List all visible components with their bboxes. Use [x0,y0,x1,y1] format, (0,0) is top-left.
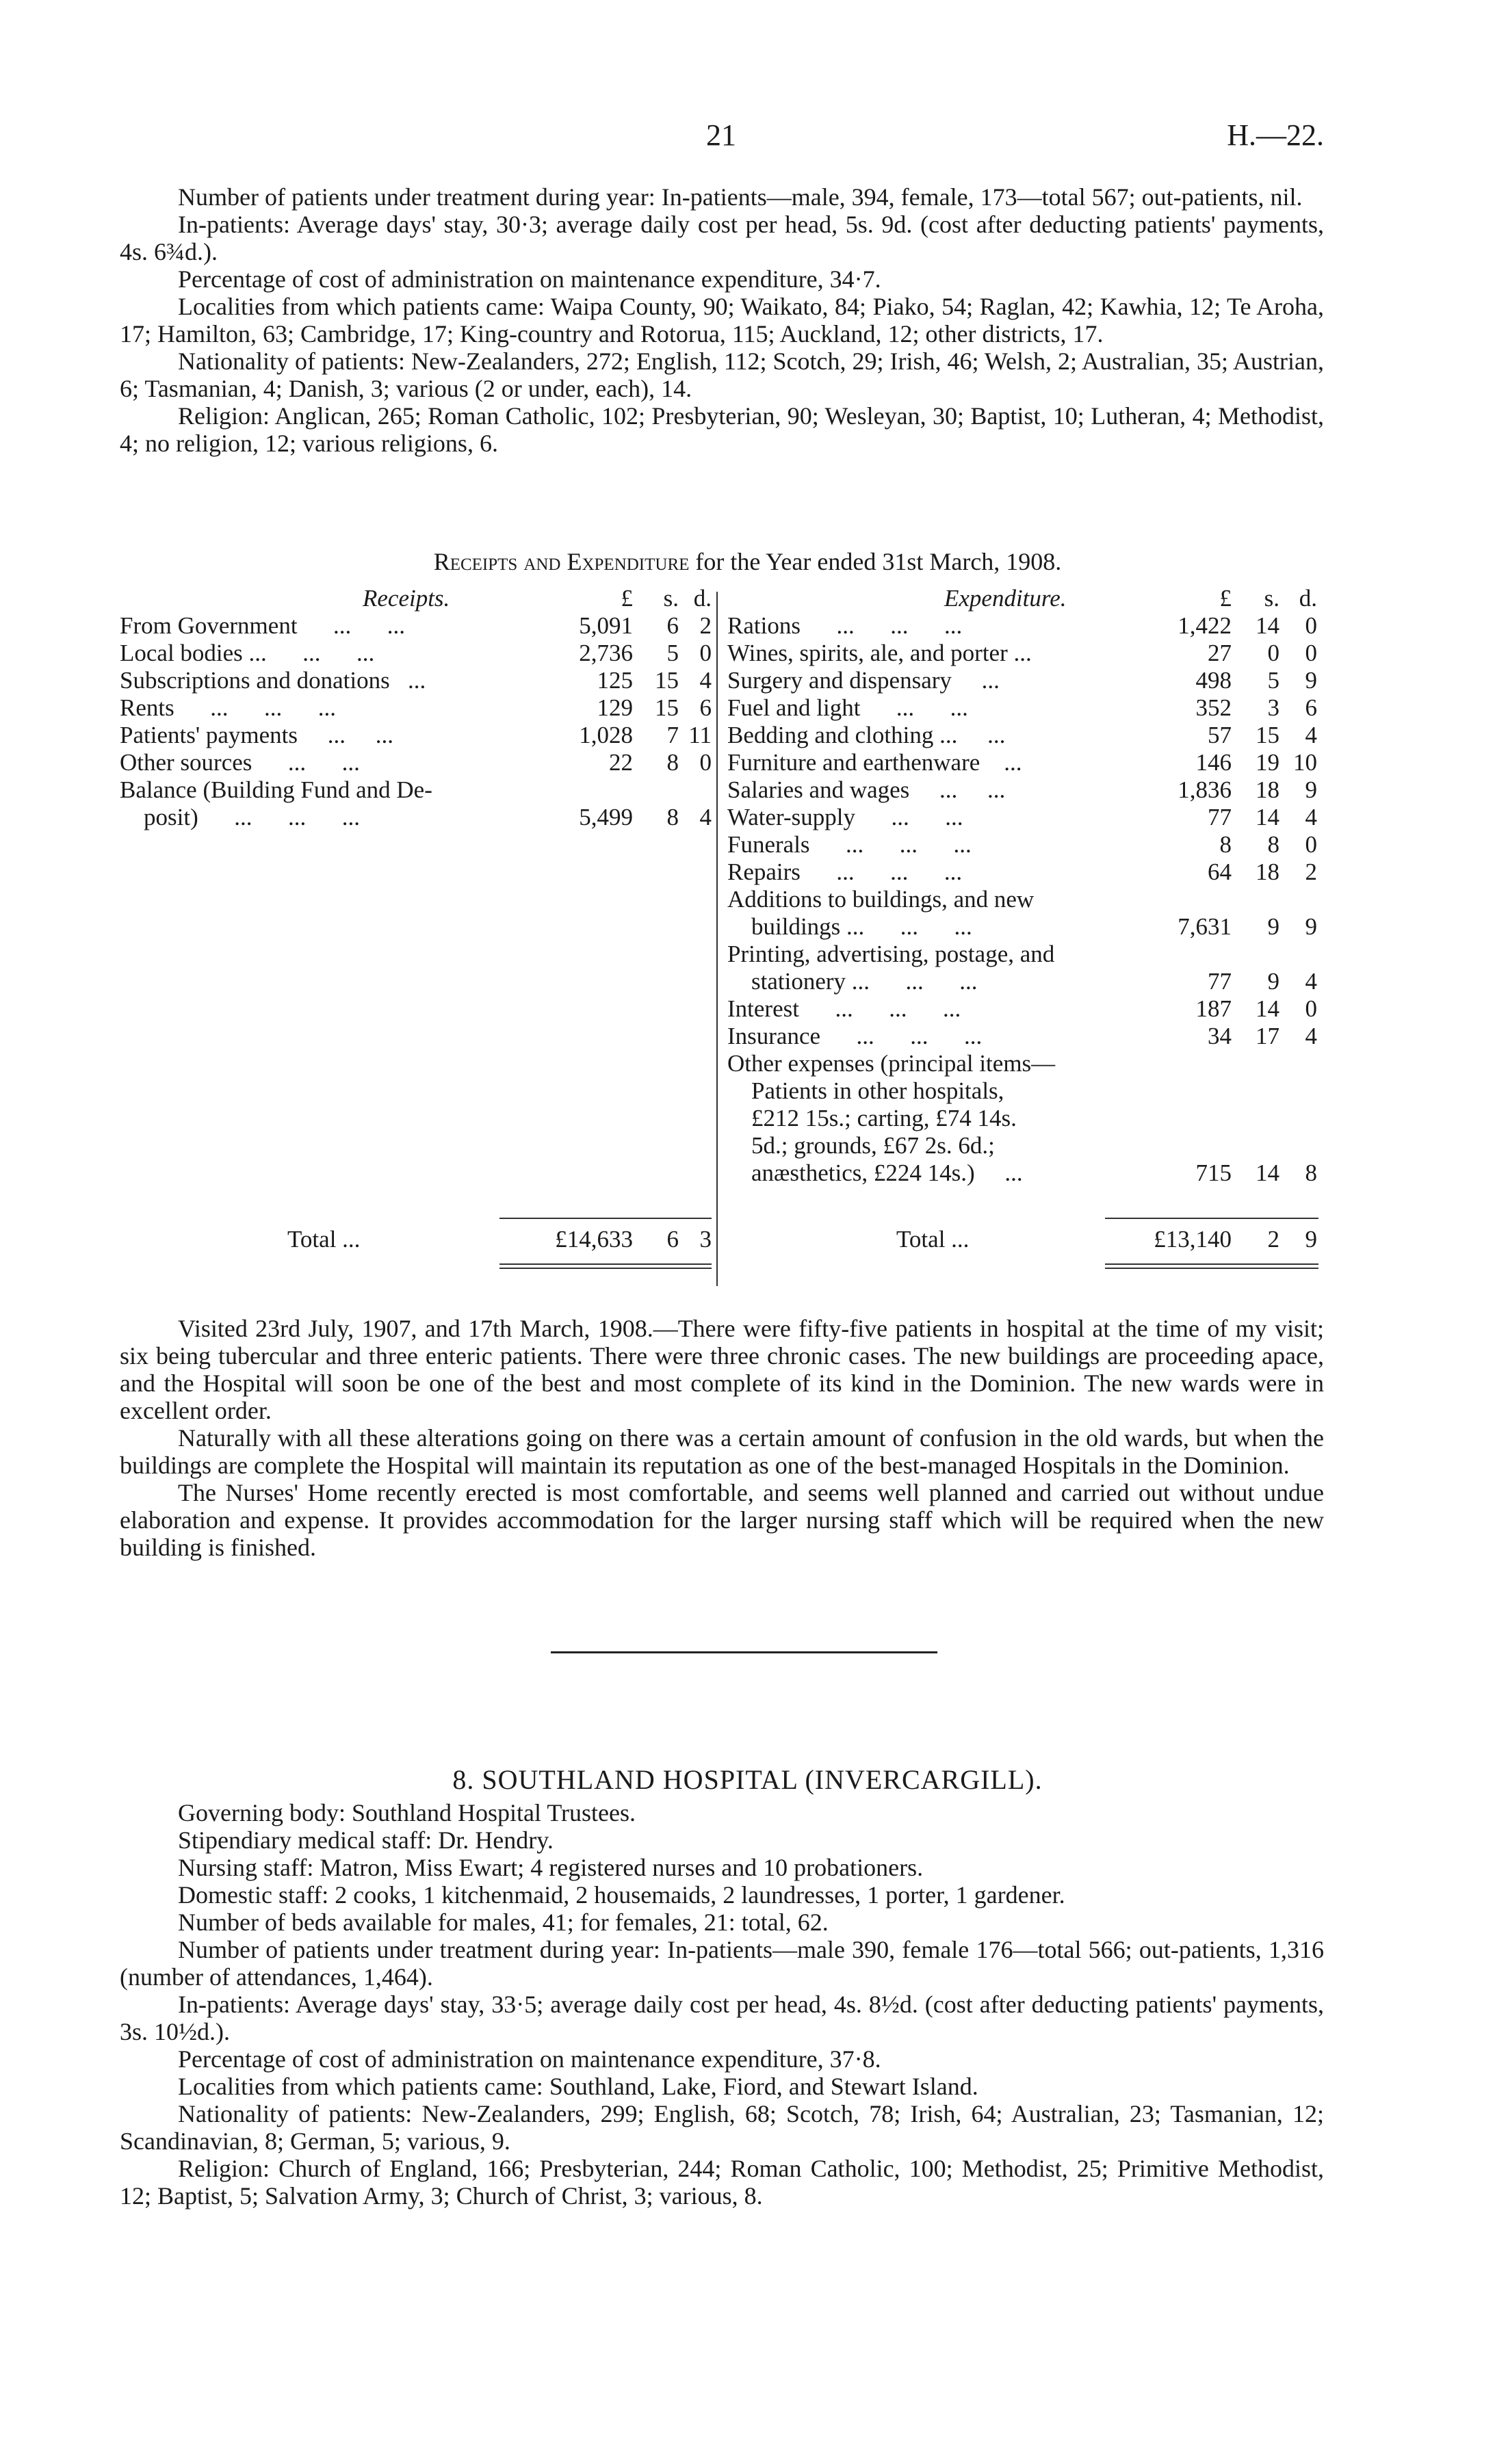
expenditure-shillings: 14 [1256,804,1279,830]
expenditure-label: Fuel and light ... ... [727,694,968,721]
receipts-total-shillings: 6 [666,1226,679,1253]
expenditure-row [120,776,1324,804]
receipts-shillings: 15 [655,694,679,721]
paragraph: Nationality of patients: New-Zealanders, 299; English, 68; Scotch, 78; Irish, 64; Australian, 23; Tasmanian, 12; Scandinavian, 8; German, 5; various, 9. [120,2100,1324,2155]
expenditure-label: Furniture and earthenware ... [727,749,1022,776]
expenditure-pence-header: d. [1299,585,1317,612]
receipts-shillings: 15 [655,667,679,694]
receipts-label: Patients' payments ... ... [120,722,394,748]
receipts-shillings: 8 [666,749,679,776]
paragraph: Visited 23rd July, 1907, and 17th March, 1908.—There were fifty-five patients in hospital at the time of my visit; six being tubercular and three enteric patients. There were three chronic cases. The new buildings are proceeding apace, and the Hospital will soon be one of the best and most complete of its kind in the Dominion. The new wards were in excellent order. [120,1315,1324,1424]
expenditure-label: Wines, spirits, ale, and porter ... [727,640,1032,666]
table-caption [0,547,1495,576]
paragraph: Domestic staff: 2 cooks, 1 kitchenmaid, 2 housemaids, 2 laundresses, 1 porter, 1 gardener. [178,1881,1065,1909]
expenditure-total-rule [1105,1218,1318,1219]
expenditure-label: Printing, advertising, postage, and [727,941,1055,967]
expenditure-shillings: 9 [1267,968,1279,995]
expenditure-pence: 4 [1305,804,1317,830]
paragraph: Number of beds available for males, 41; for females, 21: total, 62. [178,1909,829,1936]
expenditure-shillings: 18 [1256,776,1279,803]
expenditure-pence: 0 [1305,612,1317,639]
expenditure-row [120,667,1324,694]
expenditure-pounds: 8 [1219,831,1232,858]
receipts-pence: 0 [699,640,712,666]
expenditure-row [120,749,1324,776]
paragraph: Governing body: Southland Hospital Trustees. [178,1799,636,1826]
section-divider [551,1651,937,1653]
paragraph: Stipendiary medical staff: Dr. Hendry. [178,1826,554,1854]
expenditure-pounds: 77 [1208,968,1232,995]
expenditure-pence: 4 [1305,722,1317,748]
section2-title: 8. SOUTHLAND HOSPITAL (INVERCARGILL). [452,1764,1043,1795]
section1-stats [120,183,1324,457]
expenditure-shillings: 18 [1256,859,1279,885]
expenditure-pounds: 715 [1195,1159,1232,1186]
expenditure-shillings: 19 [1256,749,1279,776]
paragraph: Nursing staff: Matron, Miss Ewart; 4 registered nurses and 10 probationers. [178,1854,924,1881]
expenditure-pence: 10 [1293,749,1317,776]
receipts-pounds: 5,499 [579,804,633,830]
expenditure-pence: 9 [1305,776,1317,803]
receipts-shilling-header: s. [663,585,679,612]
paragraph: Naturally with all these alterations going on there was a certain amount of confusion in the old wards, but when the buildings are complete the Hospital will maintain its reputation as one of the best-managed Hospitals in the Dominion. [120,1424,1324,1479]
expenditure-row [120,831,1324,859]
expenditure-label: £212 15s.; carting, £74 14s. [727,1105,1017,1131]
expenditure-pounds: 146 [1195,749,1232,776]
expenditure-row [120,804,1324,831]
expenditure-pounds: 1,836 [1178,776,1232,803]
expenditure-pounds: 7,631 [1178,913,1232,940]
expenditure-pounds: 34 [1208,1023,1232,1049]
expenditure-pounds: 77 [1208,804,1232,830]
receipts-pence: 11 [688,722,712,748]
expenditure-shillings: 14 [1256,612,1279,639]
expenditure-label: Rations ... ... ... [727,612,963,639]
expenditure-label: Patients in other hospitals, [727,1077,1004,1104]
expenditure-shilling-header: s. [1264,585,1279,612]
paragraph: Localities from which patients came: Waipa County, 90; Waikato, 84; Piako, 54; Raglan, 42; Kawhia, 12; Te Aroha, 17; Hamilton, 63; Cambridge, 17; King-country and Rotorua, 115; Auckland, 12; other districts, 17. [120,293,1324,348]
receipts-pounds: 1,028 [579,722,633,748]
expenditure-shillings: 14 [1256,995,1279,1022]
receipts-label: posit) ... ... ... [120,804,360,830]
receipts-total-rule [499,1218,712,1219]
expenditure-total-pence: 9 [1305,1226,1317,1253]
expenditure-label: Other expenses (principal items— [727,1050,1056,1077]
paragraph: Nationality of patients: New-Zealanders, 272; English, 112; Scotch, 29; Irish, 46; Welsh, 2; Australian, 35; Austrian, 6; Tasmanian, 4; Danish, 3; various (2 or under, each), 14. [120,348,1324,402]
expenditure-row [120,1132,1324,1159]
expenditure-total-label: Total ... [896,1226,970,1253]
expenditure-shillings: 3 [1267,694,1279,721]
expenditure-pence: 9 [1305,913,1317,940]
receipts-label: Local bodies ... ... ... [120,640,375,666]
receipts-label: From Government ... ... [120,612,406,639]
expenditure-label: Interest ... ... ... [727,995,961,1022]
receipts-pounds: 2,736 [579,640,633,666]
expenditure-shillings: 9 [1267,913,1279,940]
receipts-total-label: Total ... [287,1226,361,1253]
receipts-heading: Receipts. [363,585,450,612]
expenditure-pence: 2 [1305,859,1317,885]
receipts-shillings: 6 [666,612,679,639]
receipts-label: Balance (Building Fund and De- [120,776,432,803]
paragraph: Localities from which patients came: Southland, Lake, Fiord, and Stewart Island. [178,2073,978,2100]
expenditure-row [120,640,1324,667]
expenditure-label: Bedding and clothing ... ... [727,722,1006,748]
expenditure-pounds: 64 [1208,859,1232,885]
section1-notes [120,1315,1324,1561]
expenditure-pence: 4 [1305,1023,1317,1049]
receipts-pence: 2 [699,612,712,639]
paragraph: The Nurses' Home recently erected is most comfortable, and seems well planned and carried out without undue elaboration and expense. It provides accommodation for the larger nursing staff which will be required when the new building is finished. [120,1479,1324,1561]
receipts-expenditure-table [120,585,1324,1303]
receipts-pounds: 22 [609,749,633,776]
receipts-pence: 0 [699,749,712,776]
expenditure-row [120,886,1324,913]
paragraph: In-patients: Average days' stay, 33·5; average daily cost per head, 4s. 8½d. (cost after deducting patients' payments, 3s. 10½d.). [120,1991,1324,2045]
expenditure-label: Repairs ... ... ... [727,859,963,885]
expenditure-shillings: 14 [1256,1159,1279,1186]
expenditure-row [120,722,1324,749]
page-number: 21 [706,118,736,152]
expenditure-pounds: 27 [1208,640,1232,666]
paragraph: Religion: Anglican, 265; Roman Catholic, 102; Presbyterian, 90; Wesleyan, 30; Baptist, 10; Lutheran, 4; Methodist, 4; no religion, 12; various religions, 6. [120,402,1324,457]
paragraph: Number of patients under treatment during year: In-patients—male, 394, female, 173—total 567; out-patients, nil. [178,183,1303,211]
expenditure-shillings: 17 [1256,1023,1279,1049]
receipts-total-pence: 3 [699,1226,712,1253]
section2-details [120,1799,1324,2210]
receipts-total-pounds: £14,633 [555,1226,633,1253]
expenditure-pence: 6 [1305,694,1317,721]
receipts-label: Rents ... ... ... [120,694,336,721]
expenditure-label: 5d.; grounds, £67 2s. 6d.; [727,1132,995,1159]
receipts-pence: 6 [699,694,712,721]
table-caption-rest: for the Year ended 31st March, 1908. [689,548,1062,575]
expenditure-shillings: 5 [1267,667,1279,694]
expenditure-label: buildings ... ... ... [727,913,972,940]
expenditure-row [120,995,1324,1023]
expenditure-pence: 0 [1305,640,1317,666]
expenditure-label: Additions to buildings, and new [727,886,1035,913]
expenditure-pounds: 1,422 [1178,612,1232,639]
expenditure-row [120,968,1324,995]
expenditure-row [120,694,1324,722]
expenditure-total-row [120,1226,1324,1253]
expenditure-pence: 8 [1305,1159,1317,1186]
expenditure-label: Water-supply ... ... [727,804,963,830]
expenditure-row [120,859,1324,886]
expenditure-pounds: 498 [1195,667,1232,694]
expenditure-pence: 0 [1305,995,1317,1022]
expenditure-pounds: 352 [1195,694,1232,721]
document-reference: H.—22. [1227,118,1324,152]
expenditure-label: Salaries and wages ... ... [727,776,1006,803]
expenditure-row [120,1077,1324,1105]
paragraph: Number of patients under treatment during year: In-patients—male 390, female 176—total 566; out-patients, 1,316 (number of attendances, 1,464). [120,1936,1324,1991]
receipts-pounds: 5,091 [579,612,633,639]
receipts-pence-header: d. [693,585,712,612]
expenditure-row [120,1050,1324,1077]
expenditure-label: anæsthetics, £224 14s.) ... [727,1159,1023,1186]
expenditure-row [120,1159,1324,1187]
expenditure-heading: Expenditure. [944,585,1067,612]
expenditure-shillings: 8 [1267,831,1279,858]
receipts-label: Subscriptions and donations ... [120,667,426,694]
expenditure-row [120,612,1324,640]
expenditure-pounds: 187 [1195,995,1232,1022]
receipts-pounds: 129 [597,694,633,721]
paragraph: Religion: Church of England, 166; Presbyterian, 244; Roman Catholic, 100; Methodist, 25; Primitive Methodist, 12; Baptist, 5; Salvation Army, 3; Church of Christ, 3; various, 8. [120,2155,1324,2210]
expenditure-label: Insurance ... ... ... [727,1023,983,1049]
expenditure-total-shillings: 2 [1267,1226,1279,1253]
receipts-shillings: 8 [666,804,679,830]
expenditure-label: stationery ... ... ... [727,968,978,995]
expenditure-pence: 9 [1305,667,1317,694]
expenditure-shillings: 15 [1256,722,1279,748]
expenditure-row [120,1105,1324,1132]
expenditure-shillings: 0 [1267,640,1279,666]
expenditure-pence: 0 [1305,831,1317,858]
receipts-label: Other sources ... ... [120,749,360,776]
receipts-pound-header: £ [621,585,633,612]
expenditure-total-pounds: £13,140 [1154,1226,1232,1253]
expenditure-label: Funerals ... ... ... [727,831,972,858]
receipts-pence: 4 [699,804,712,830]
table-caption-title: Receipts and Expenditure [433,548,690,575]
expenditure-label: Surgery and dispensary ... [727,667,1000,694]
expenditure-pounds: 57 [1208,722,1232,748]
paragraph: Percentage of cost of administration on maintenance expenditure, 34·7. [178,265,881,293]
paragraph: In-patients: Average days' stay, 30·3; average daily cost per head, 5s. 9d. (cost after deducting patients' payments, 4s. 6¾d.). [120,211,1324,265]
expenditure-row [120,1023,1324,1050]
receipts-double-rule [499,1263,712,1269]
expenditure-double-rule [1105,1263,1318,1269]
expenditure-row [120,913,1324,941]
expenditure-pound-header: £ [1219,585,1232,612]
expenditure-pence: 4 [1305,968,1317,995]
expenditure-row [120,941,1324,968]
receipts-shillings: 7 [666,722,679,748]
paragraph: Percentage of cost of administration on maintenance expenditure, 37·8. [178,2045,881,2073]
receipts-pence: 4 [699,667,712,694]
receipts-pounds: 125 [597,667,633,694]
receipts-shillings: 5 [666,640,679,666]
